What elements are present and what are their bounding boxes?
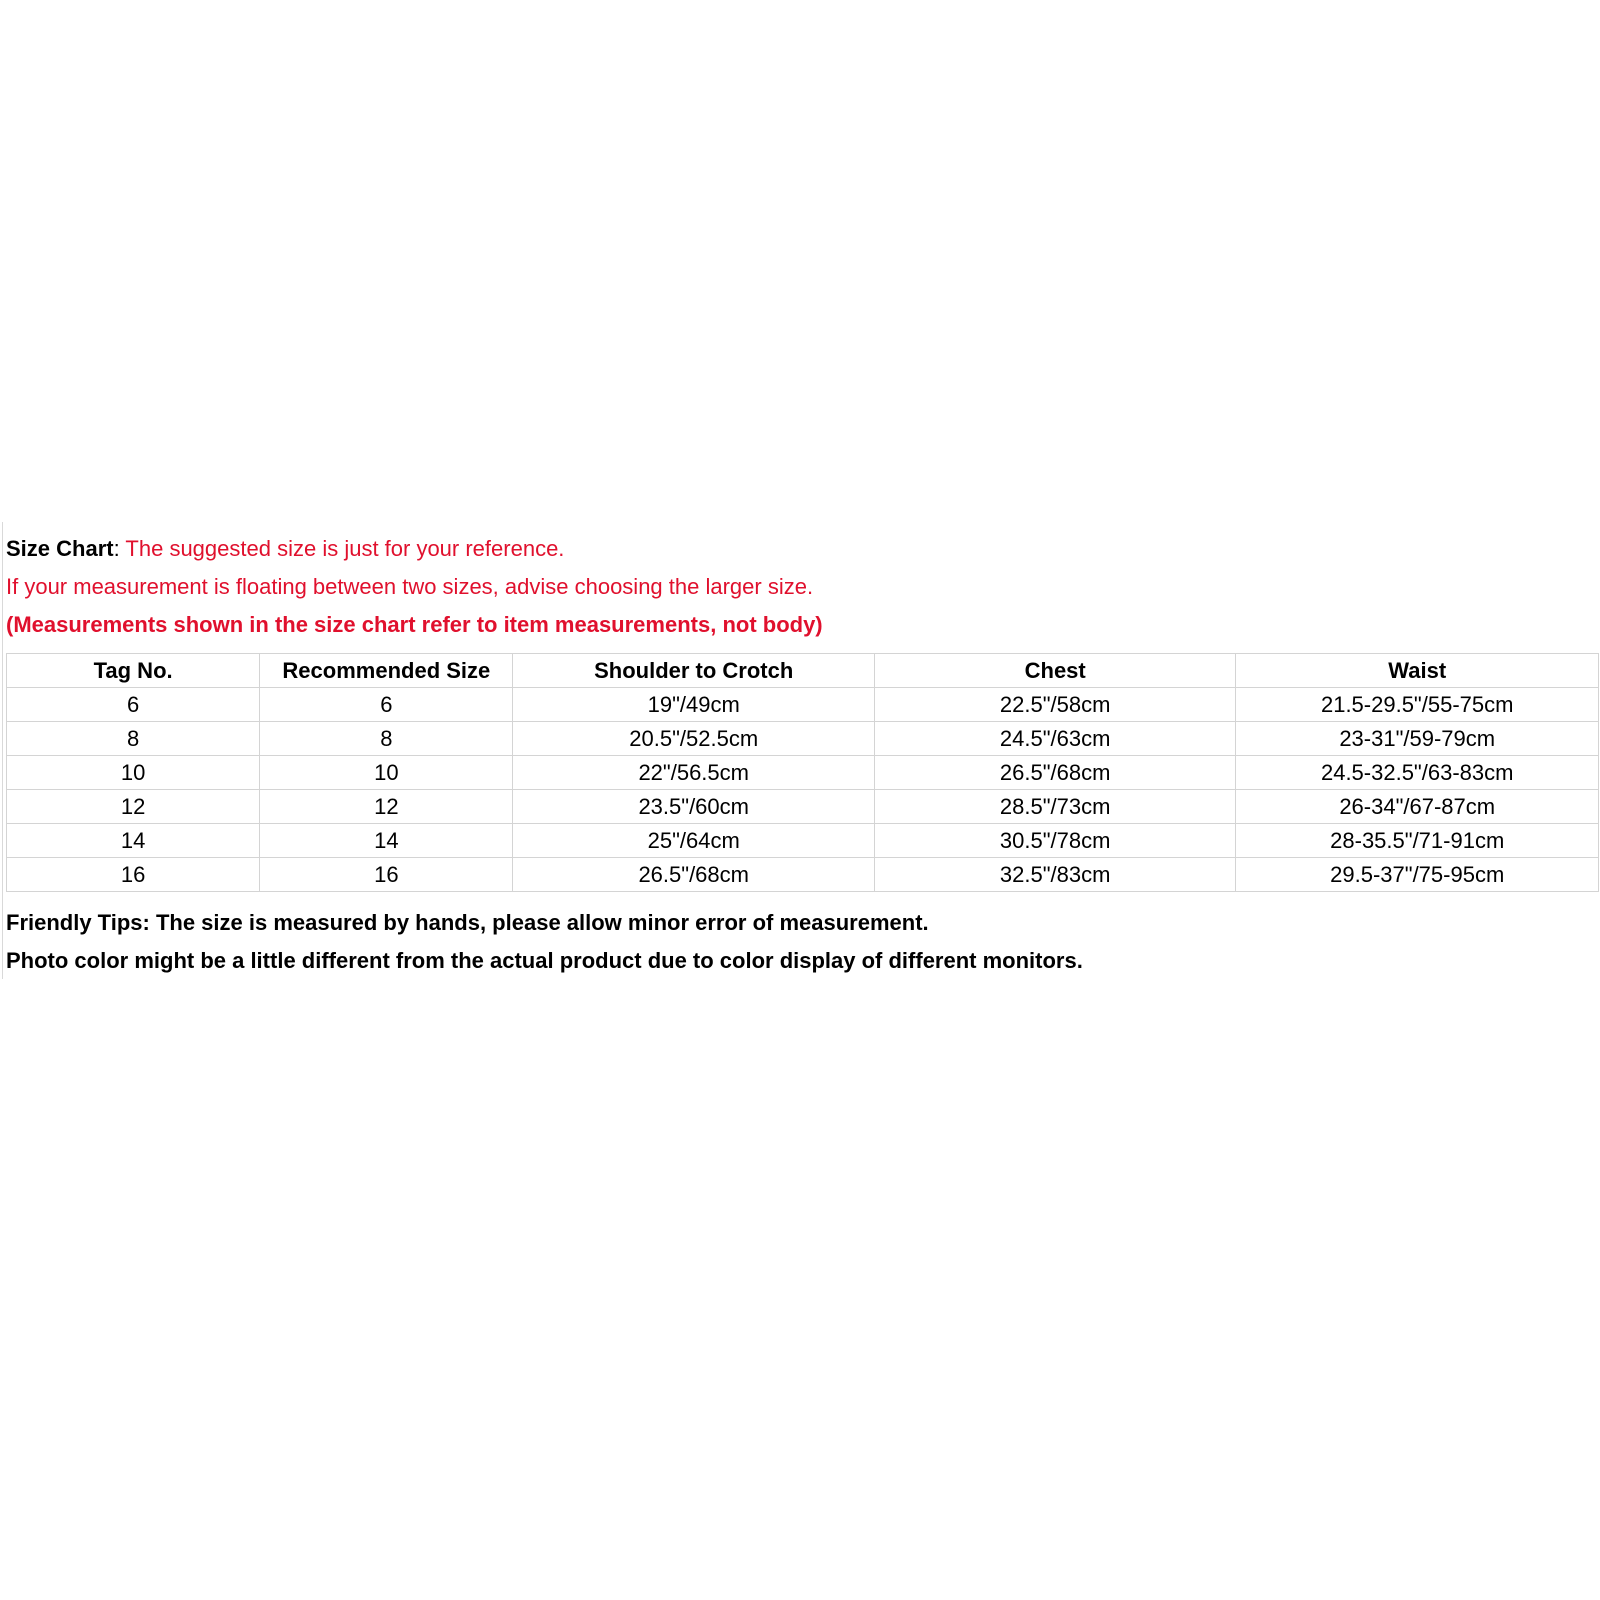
size-chart-intro [6,530,1600,568]
cell-tag-no: 10 [7,756,260,790]
friendly-tips [6,904,1600,980]
table-row [7,688,1599,722]
cell-shoulder-to-crotch: 26.5"/68cm [513,858,874,892]
cell-tag-no: 14 [7,824,260,858]
size-chart-note: The suggested size is just for your reference. [125,536,565,561]
header-tag-no: Tag No. [7,654,260,688]
cell-recommended-size: 14 [260,824,513,858]
cell-waist: 21.5-29.5"/55-75cm [1236,688,1599,722]
cell-chest: 28.5"/73cm [874,790,1235,824]
table-row [7,858,1599,892]
cell-chest: 24.5"/63cm [874,722,1235,756]
cell-tag-no: 12 [7,790,260,824]
measurement-disclaimer: (Measurements shown in the size chart refer to item measurements, not body) [6,612,823,637]
left-divider [2,522,3,979]
cell-recommended-size: 12 [260,790,513,824]
size-chart-separator: : [113,536,126,561]
cell-tag-no: 16 [7,858,260,892]
cell-waist: 29.5-37"/75-95cm [1236,858,1599,892]
table-row [7,824,1599,858]
header-waist: Waist [1236,654,1599,688]
header-shoulder-to-crotch: Shoulder to Crotch [513,654,874,688]
table-row [7,790,1599,824]
cell-shoulder-to-crotch: 22"/56.5cm [513,756,874,790]
table-header-row [7,654,1599,688]
cell-chest: 32.5"/83cm [874,858,1235,892]
size-chart-label: Size Chart [6,536,114,561]
cell-waist: 28-35.5"/71-91cm [1236,824,1599,858]
table-row [7,756,1599,790]
cell-chest: 26.5"/68cm [874,756,1235,790]
cell-waist: 24.5-32.5"/63-83cm [1236,756,1599,790]
tip-measurement: Friendly Tips: The size is measured by hands, please allow minor error of measurement. [6,910,929,935]
cell-shoulder-to-crotch: 23.5"/60cm [513,790,874,824]
size-table [6,653,1599,892]
cell-shoulder-to-crotch: 19"/49cm [513,688,874,722]
size-advice: If your measurement is floating between two sizes, advise choosing the larger size. [6,574,814,599]
cell-recommended-size: 8 [260,722,513,756]
cell-chest: 30.5"/78cm [874,824,1235,858]
cell-waist: 26-34"/67-87cm [1236,790,1599,824]
header-recommended-size: Recommended Size [260,654,513,688]
size-chart-section [6,530,1600,980]
cell-recommended-size: 10 [260,756,513,790]
cell-tag-no: 6 [7,688,260,722]
table-row [7,722,1599,756]
cell-shoulder-to-crotch: 20.5"/52.5cm [513,722,874,756]
cell-recommended-size: 16 [260,858,513,892]
header-chest: Chest [874,654,1235,688]
cell-chest: 22.5"/58cm [874,688,1235,722]
cell-tag-no: 8 [7,722,260,756]
tip-photo-color: Photo color might be a little different from the actual product due to color display of different monitors. [6,948,1083,973]
cell-waist: 23-31"/59-79cm [1236,722,1599,756]
cell-recommended-size: 6 [260,688,513,722]
cell-shoulder-to-crotch: 25"/64cm [513,824,874,858]
